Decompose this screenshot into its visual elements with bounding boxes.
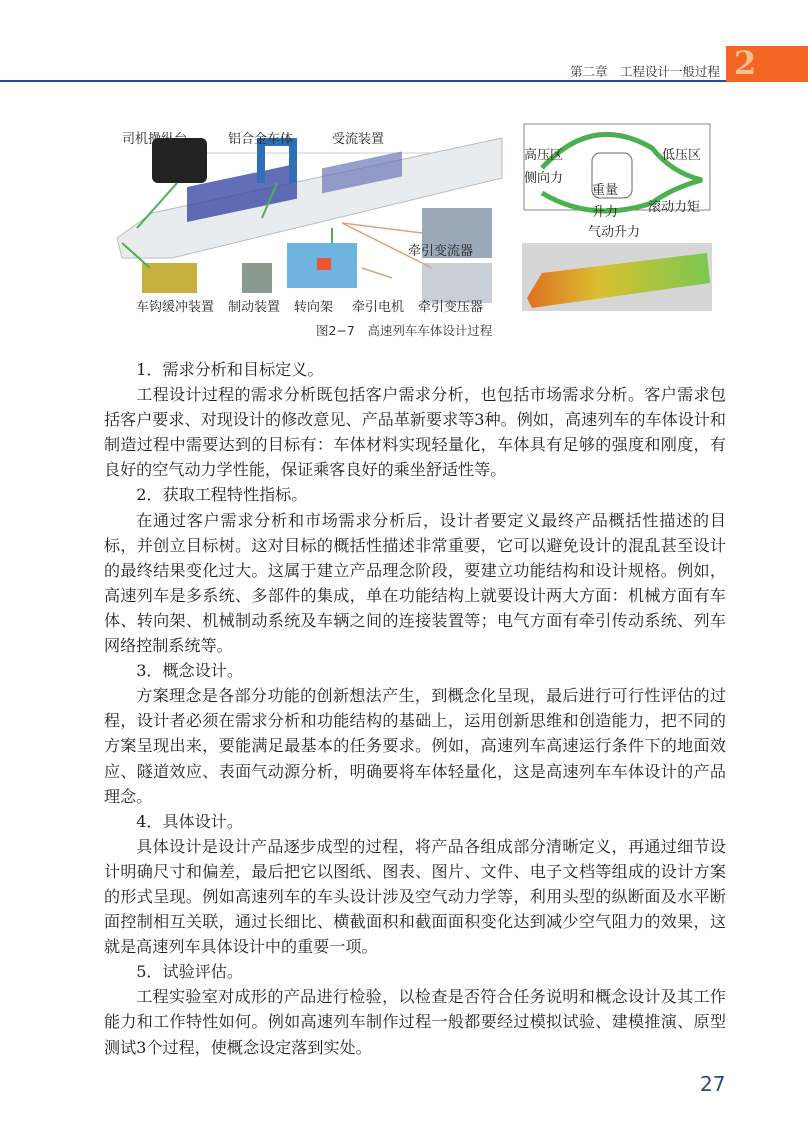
label-current-collector: 受流装置 <box>332 132 385 147</box>
train-illustration <box>112 118 712 318</box>
label-coupler: 车钩缓冲装置 <box>136 300 215 315</box>
section-heading: 5．试验评估。 <box>136 962 243 982</box>
label-traction-transformer: 牵引变压器 <box>418 300 484 315</box>
chapter-title: 第二章 工程设计一般过程 <box>570 64 721 79</box>
label-lateral-force: 侧向力 <box>524 171 564 186</box>
section-paragraph: 工程设计过程的需求分析既包括客户需求分析，也包括市场需求分析。客户需求包括客户要求、对现设计的修改意见、产品革新要求等3种。例如，高速列车的车体设计和制造过程中需要达到的目标有：车体材料实现轻量化，车体具有足够的强度和刚度，有良好的空气动力学性能，保证乘客良好的乘坐舒适性等。 <box>104 385 726 480</box>
figure-train-body-design <box>112 118 712 338</box>
label-driver-console: 司机操纵台 <box>122 132 188 147</box>
body-text <box>104 357 726 1060</box>
section-paragraph: 具体设计是设计产品逐步成型的过程，将产品各组成部分清晰定义，再通过细节设计明确尺寸和偏差，最后把它以图纸、图表、图片、文件、电子文档等组成的设计方案的形式呈现。例如高速列车的车头设计涉及空气动力学等，利用头型的纵断面及水平断面控制相互关联，通过长细比、横截面积和截面面积变化达到减少空气阻力的效果，这就是高速列车具体设计中的重要一项。 <box>104 836 726 957</box>
section-paragraph: 工程实验室对成形的产品进行检验，以检查是否符合任务说明和概念设计及其工作能力和工作特性如何。例如高速列车制作过程一般都要经过模拟试验、建模推演、原型测试3个过程，使概念设定落到实处。 <box>104 987 726 1057</box>
section-heading: 3．概念设计。 <box>136 661 243 681</box>
figure-caption: 图2−7 高速列车车体设计过程 <box>316 323 493 338</box>
label-aero-lift-title: 气动升力 <box>588 225 641 240</box>
section-heading: 1．需求分析和目标定义。 <box>136 360 324 379</box>
label-weight: 重量 <box>592 183 619 198</box>
label-brake: 制动装置 <box>228 300 281 315</box>
label-traction-motor: 牵引电机 <box>352 300 405 315</box>
header-rule <box>0 80 726 82</box>
chapter-badge <box>726 46 808 82</box>
label-lift: 升力 <box>592 205 619 220</box>
label-aluminum-body: 铝合金车体 <box>228 132 294 147</box>
section-heading: 4．具体设计。 <box>136 811 243 831</box>
label-traction-converter: 牵引变流器 <box>408 244 474 259</box>
label-bogie: 转向架 <box>294 300 334 315</box>
label-high-pressure: 高压区 <box>524 148 564 163</box>
page-number: 27 <box>700 1072 726 1096</box>
chapter-number: 2 <box>734 44 757 82</box>
label-rolling-moment: 滚动力矩 <box>648 200 701 215</box>
section-heading: 2．获取工程特性指标。 <box>136 485 308 505</box>
section-paragraph: 方案理念是各部分功能的创新想法产生，到概念化呈现，最后进行可行性评估的过程，设计者必须在需求分析和功能结构的基础上，运用创新思维和创造能力，把不同的方案呈现出来，要能满足最基本的任务要求。例如，高速列车高速运行条件下的地面效应、隧道效应、表面气动源分析，明确要将车体轻量化，这是高速列车车体设计的产品理念。 <box>104 686 726 806</box>
section-paragraph: 在通过客户需求分析和市场需求分析后，设计者要定义最终产品概括性描述的目标，并创立目标树。这对目标的概括性描述非常重要，它可以避免设计的混乱甚至设计的最终结果变化过大。这属于建立产品理念阶段，要建立功能结构和设计规格。例如，高速列车是多系统、多部件的集成，单在功能结构上就要设计两大方面：机械方面有车体、转向架、机械制动系统及车辆之间的连接装置等；电气方面有牵引传动系统、列车网络控制系统等。 <box>104 510 726 656</box>
label-low-pressure: 低压区 <box>662 148 702 163</box>
